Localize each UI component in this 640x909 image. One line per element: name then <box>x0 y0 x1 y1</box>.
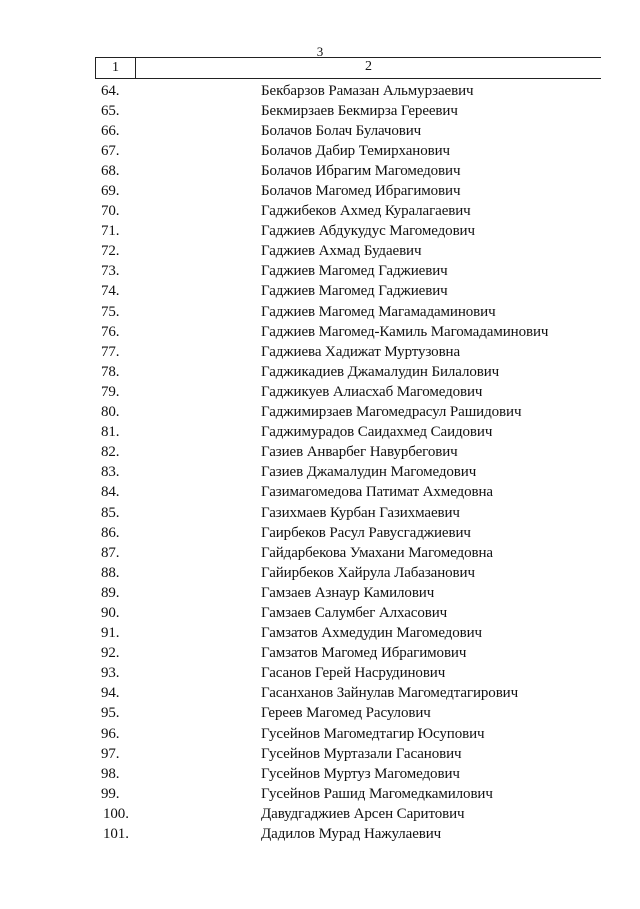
list-item <box>0 603 640 623</box>
person-name: Болачов Дабир Темирханович <box>261 142 450 159</box>
row-number: 64. <box>101 82 120 99</box>
list-item <box>0 624 640 644</box>
row-number: 77. <box>101 343 120 360</box>
person-name: Газиев Джамалудин Магомедович <box>261 464 477 481</box>
person-name: Гайирбеков Хайрула Лабазанович <box>261 564 475 581</box>
list-item <box>0 403 640 423</box>
row-number: 92. <box>101 645 120 662</box>
list-item <box>0 483 640 503</box>
row-number: 75. <box>101 303 120 320</box>
row-number: 85. <box>101 504 120 521</box>
row-number: 88. <box>101 564 120 581</box>
row-number: 80. <box>101 404 120 421</box>
list-item <box>0 262 640 282</box>
list-item <box>0 342 640 362</box>
person-name: Гаирбеков Расул Равусгаджиевич <box>261 524 471 541</box>
person-name: Газимагомедова Патимат Ахмедовна <box>261 484 493 501</box>
row-number: 70. <box>101 203 120 220</box>
list-item <box>0 784 640 804</box>
person-name: Бекмирзаев Бекмирза Гереевич <box>261 102 458 119</box>
name-list <box>0 81 640 845</box>
list-item <box>0 463 640 483</box>
row-number: 86. <box>101 524 120 541</box>
row-number: 96. <box>101 725 120 742</box>
list-item <box>0 222 640 242</box>
person-name: Гамзатов Ахмедудин Магомедович <box>261 625 482 642</box>
list-item <box>0 724 640 744</box>
row-number: 76. <box>101 323 120 340</box>
list-item <box>0 101 640 121</box>
list-item <box>0 644 640 664</box>
row-number: 101. <box>103 826 129 843</box>
list-item <box>0 744 640 764</box>
list-item <box>0 664 640 684</box>
column-header-1: 1 <box>96 58 136 78</box>
row-number: 73. <box>101 263 120 280</box>
person-name: Гусейнов Муртуз Магомедович <box>261 765 460 782</box>
person-name: Гаджиева Хадижат Муртузовна <box>261 343 461 360</box>
person-name: Газиев Анварбег Навурбегович <box>261 444 458 461</box>
list-item <box>0 804 640 824</box>
row-number: 65. <box>101 102 120 119</box>
person-name: Гаджиев Магомед Гаджиевич <box>261 283 448 300</box>
person-name: Давудгаджиев Арсен Саритович <box>261 805 465 822</box>
row-number: 97. <box>101 745 120 762</box>
person-name: Гасанов Герей Насрудинович <box>261 665 446 682</box>
row-number: 87. <box>101 544 120 561</box>
person-name: Газихмаев Курбан Газихмаевич <box>261 504 460 521</box>
list-item <box>0 382 640 402</box>
person-name: Гаджиев Абдукудус Магомедович <box>261 223 475 240</box>
person-name: Гамзатов Магомед Ибрагимович <box>261 645 467 662</box>
row-number: 90. <box>101 604 120 621</box>
column-header-2: 2 <box>365 59 372 74</box>
list-item <box>0 543 640 563</box>
list-item <box>0 141 640 161</box>
row-number: 72. <box>101 243 120 260</box>
person-name: Гаджиев Магомед Магамадаминович <box>261 303 496 320</box>
row-number: 69. <box>101 183 120 200</box>
person-name: Болачов Болач Булачович <box>261 122 422 139</box>
person-name: Гаджибеков Ахмед Куралагаевич <box>261 203 471 220</box>
row-number: 100. <box>103 805 129 822</box>
row-number: 91. <box>101 625 120 642</box>
person-name: Болачов Магомед Ибрагимович <box>261 183 461 200</box>
list-item <box>0 824 640 844</box>
row-number: 83. <box>101 464 120 481</box>
person-name: Болачов Ибрагим Магомедович <box>261 162 461 179</box>
person-name: Гусейнов Рашид Магомедкамилович <box>261 785 493 802</box>
list-item <box>0 764 640 784</box>
row-number: 84. <box>101 484 120 501</box>
person-name: Дадилов Мурад Нажулаевич <box>261 826 442 843</box>
list-item <box>0 503 640 523</box>
row-number: 98. <box>101 765 120 782</box>
person-name: Гаджимирзаев Магомедрасул Рашидович <box>261 404 522 421</box>
row-number: 78. <box>101 363 120 380</box>
row-number: 68. <box>101 162 120 179</box>
row-number: 67. <box>101 142 120 159</box>
person-name: Гусейнов Муртазали Гасанович <box>261 745 462 762</box>
list-item <box>0 322 640 342</box>
row-number: 81. <box>101 424 120 441</box>
list-item <box>0 202 640 222</box>
list-item <box>0 583 640 603</box>
row-number: 99. <box>101 785 120 802</box>
row-number: 79. <box>101 383 120 400</box>
row-number: 74. <box>101 283 120 300</box>
list-item <box>0 704 640 724</box>
person-name: Гаджимурадов Саидахмед Саидович <box>261 424 493 441</box>
row-number: 95. <box>101 705 120 722</box>
row-number: 82. <box>101 444 120 461</box>
list-item <box>0 362 640 382</box>
page-number: 3 <box>316 44 324 59</box>
person-name: Гусейнов Магомедтагир Юсупович <box>261 725 485 742</box>
list-item <box>0 523 640 543</box>
person-name: Гаджикадиев Джамалудин Билалович <box>261 363 500 380</box>
person-name: Гаджиев Магомед-Камиль Магомадаминович <box>261 323 549 340</box>
row-number: 66. <box>101 122 120 139</box>
person-name: Гайдарбекова Умахани Магомедовна <box>261 544 493 561</box>
table-header <box>95 57 601 79</box>
list-item <box>0 81 640 101</box>
person-name: Гаджикуев Алиасхаб Магомедович <box>261 383 483 400</box>
list-item <box>0 563 640 583</box>
person-name: Гаджиев Ахмад Будаевич <box>261 243 422 260</box>
list-item <box>0 282 640 302</box>
person-name: Гасанханов Зайнулав Магомедтагирович <box>261 685 519 702</box>
list-item <box>0 181 640 201</box>
person-name: Гереев Магомед Расулович <box>261 705 431 722</box>
list-item <box>0 684 640 704</box>
row-number: 89. <box>101 584 120 601</box>
person-name: Гамзаев Азнаур Камилович <box>261 584 435 601</box>
row-number: 93. <box>101 665 120 682</box>
list-item <box>0 443 640 463</box>
list-item <box>0 423 640 443</box>
row-number: 94. <box>101 685 120 702</box>
person-name: Гамзаев Салумбег Алхасович <box>261 604 448 621</box>
list-item <box>0 242 640 262</box>
list-item <box>0 161 640 181</box>
person-name: Бекбарзов Рамазан Альмурзаевич <box>261 82 474 99</box>
list-item <box>0 121 640 141</box>
person-name: Гаджиев Магомед Гаджиевич <box>261 263 448 280</box>
list-item <box>0 302 640 322</box>
row-number: 71. <box>101 223 120 240</box>
